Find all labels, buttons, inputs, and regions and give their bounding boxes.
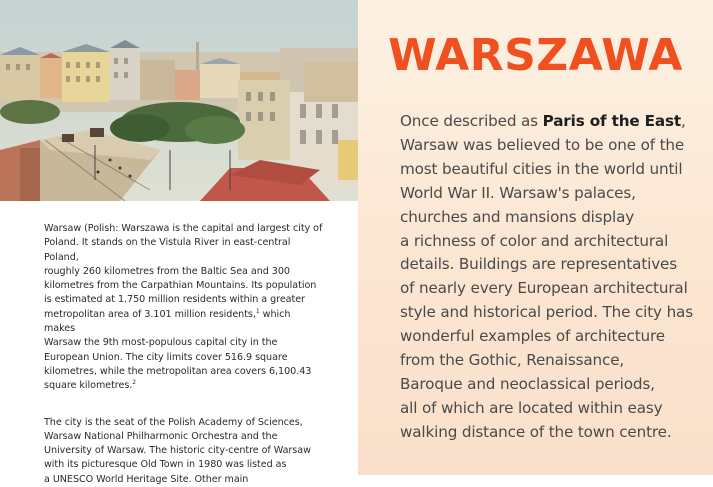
page-title: WARSZAWA — [388, 30, 683, 81]
text-line: Warsaw (Polish: Warszawa is the capital and largest city of — [44, 223, 323, 234]
text-line: square kilometres. — [44, 380, 133, 392]
right-article-text — [400, 110, 705, 445]
text-line: walking distance of the town centre. — [400, 422, 672, 441]
left-paragraph-2 — [44, 416, 324, 487]
text-line: metropolitan area of 3.101 million residents, — [44, 308, 256, 320]
highlight-phrase: Paris of the East — [542, 112, 681, 130]
text-line: from the Gothic, Renaissance, — [400, 351, 625, 370]
warsaw-postcard-illustration — [0, 0, 358, 201]
text-line: wonderful examples of architecture — [400, 327, 665, 346]
text-line: a UNESCO World Heritage Site. Other main — [44, 473, 249, 485]
footnote-marker: 2 — [132, 379, 137, 387]
text-line: University of Warsaw. The historic city-centre of Warsaw — [44, 445, 311, 457]
text-line: most beautiful cities in the world until — [400, 159, 683, 178]
text-line: with its picturesque Old Town in 1980 was listed as — [44, 459, 287, 471]
text-line: Warsaw was believed to be one of the — [400, 135, 685, 154]
text-line: World War II. Warsaw's palaces, — [400, 183, 636, 202]
text-line: of nearly every European architectural — [400, 279, 688, 298]
left-article-text — [44, 222, 324, 487]
text-line: The city is the seat of the Polish Academy of Sciences, — [44, 416, 303, 428]
text-line: kilometres, while the metropolitan area covers 6,100.43 — [44, 365, 312, 377]
text-line: all of which are located within easy — [400, 398, 663, 417]
text-line: style and historical period. The city has — [400, 303, 693, 322]
footnote-marker: 1 — [255, 307, 260, 315]
right-column — [358, 0, 713, 475]
text-line: is estimated at 1.750 million residents within a greater — [44, 294, 305, 306]
text-line: details. Buildings are representatives — [400, 255, 678, 274]
text-line: churches and mansions display — [400, 207, 635, 226]
text-line: European Union. The city limits cover 516.9 square — [44, 351, 288, 363]
text-line: which makes — [44, 308, 291, 335]
text-line: , — [680, 112, 686, 130]
text-line: Once described as — [400, 112, 543, 130]
text-line: Baroque and neoclassical periods, — [400, 374, 655, 393]
text-line: kilometres from the Carpathian Mountains. Its population — [44, 280, 317, 292]
text-line: Poland. It stands on the Vistula River in east-central Poland, — [44, 237, 291, 263]
left-paragraph-1 — [44, 222, 324, 394]
vintage-city-photo — [0, 0, 358, 201]
text-line: Warsaw the 9th most-populous capital city in the — [44, 337, 278, 349]
text-line: roughly 260 kilometres from the Baltic Sea and 300 — [44, 265, 290, 277]
text-line: a richness of color and architectural — [400, 231, 669, 250]
text-line: Warsaw National Philharmonic Orchestra and the — [44, 430, 278, 442]
